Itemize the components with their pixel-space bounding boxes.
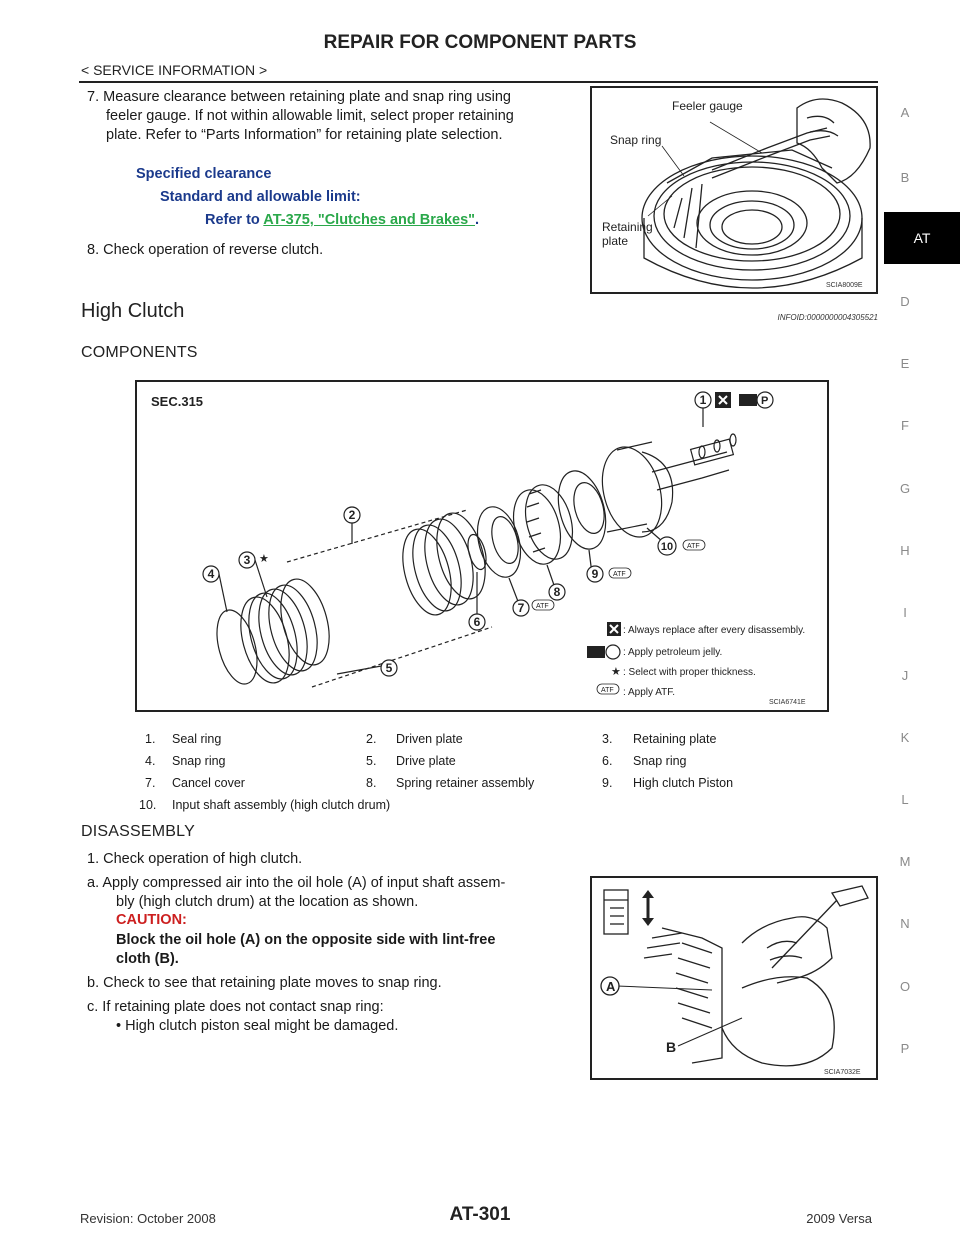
atf-tag-10: ATF <box>687 543 700 550</box>
note-replace: : Always replace after every disassembly. <box>623 625 806 636</box>
sec-number: SEC.315 <box>151 394 204 409</box>
side-index-d[interactable]: D <box>900 294 910 309</box>
legend-num: 10. <box>139 798 157 812</box>
legend-num: 1. <box>145 732 156 746</box>
petroleum-jelly-icon <box>739 394 757 406</box>
legend-text: Snap ring <box>172 754 226 768</box>
callout-4: 4 <box>207 567 215 581</box>
callout-5: 5 <box>385 661 393 675</box>
legend-text: Seal ring <box>172 732 222 746</box>
caution-line2: cloth (B). <box>116 951 179 967</box>
legend-row <box>135 798 829 820</box>
figure3-code: SCIA7032E <box>824 1069 861 1076</box>
legend-text: High clutch Piston <box>633 776 734 790</box>
callout-6: 6 <box>473 615 481 629</box>
side-index-j[interactable]: J <box>901 668 909 683</box>
section-title: High Clutch <box>81 300 185 322</box>
air-check-figure <box>590 876 878 1080</box>
feeler-gauge-illustration <box>592 88 876 292</box>
feeler-gauge-label: Feeler gauge <box>672 99 743 113</box>
note-star-icon: ★ <box>611 665 621 678</box>
legend-text: Drive plate <box>396 754 456 768</box>
high-clutch-exploded-view <box>137 382 827 710</box>
disassembly-c: c. If retaining plate does not contact snap ring: <box>87 999 384 1015</box>
legend-text: Spring retainer assembly <box>396 776 535 790</box>
retaining-label-1: Retaining <box>602 220 653 234</box>
retaining-label-2: plate <box>602 234 629 248</box>
callout-10: 10 <box>660 541 674 553</box>
legend-text: Driven plate <box>396 732 463 746</box>
step7-line2: feeler gauge. If not within allowable limit, select proper retaining <box>106 108 514 124</box>
side-index-b[interactable]: B <box>900 170 910 185</box>
parts-legend <box>135 732 829 820</box>
spec-refer-text: Refer to <box>205 212 260 228</box>
page-title: REPAIR FOR COMPONENT PARTS <box>323 32 637 53</box>
label-a: A <box>606 979 616 994</box>
disassembly-a-line1: a. Apply compressed air into the oil hole (A) of input shaft assem- <box>87 875 506 891</box>
legend-num: 8. <box>366 776 377 790</box>
footer-revision: Revision: October 2008 <box>80 1211 216 1226</box>
breadcrumb: < SERVICE INFORMATION > <box>81 62 268 78</box>
legend-num: 5. <box>366 754 377 768</box>
step7-line3: plate. Refer to “Parts Information” for retaining plate selection. <box>106 127 503 143</box>
side-index-a[interactable]: A <box>900 105 910 120</box>
legend-row <box>135 754 829 776</box>
note-atf: : Apply ATF. <box>623 687 676 698</box>
components-heading: COMPONENTS <box>81 344 198 361</box>
callout-8: 8 <box>553 585 561 599</box>
spec-title: Specified clearance <box>136 166 272 182</box>
note-p-circle <box>606 645 620 659</box>
star-icon: ★ <box>259 552 269 565</box>
legend-text: Cancel cover <box>172 776 245 790</box>
callout-1: 1 <box>699 393 707 407</box>
page-number: AT-301 <box>449 1204 511 1225</box>
petroleum-p-label: P <box>761 395 769 407</box>
figure1-code: SCIA8009E <box>826 282 863 289</box>
side-index-e[interactable]: E <box>900 356 910 371</box>
feeler-gauge-figure <box>590 86 878 294</box>
label-b: B <box>666 1039 677 1055</box>
legend-num: 4. <box>145 754 156 768</box>
spec-subtitle: Standard and allowable limit: <box>160 189 361 205</box>
clutches-brakes-link[interactable]: AT-375, "Clutches and Brakes" <box>263 212 476 228</box>
side-index-l[interactable]: L <box>901 792 909 807</box>
legend-text: Snap ring <box>633 754 687 768</box>
side-index-n[interactable]: N <box>900 916 910 931</box>
legend-num: 6. <box>602 754 613 768</box>
caution-line1: Block the oil hole (A) on the opposite side with lint-free <box>116 932 496 948</box>
note-jelly: : Apply petroleum jelly. <box>623 647 723 658</box>
side-index-at-active[interactable]: AT <box>884 212 960 264</box>
caution-label: CAUTION: <box>116 912 187 928</box>
callout-2: 2 <box>348 508 356 522</box>
header-rule <box>79 81 878 83</box>
side-index-k[interactable]: K <box>900 730 910 745</box>
legend-text: Input shaft assembly (high clutch drum) <box>172 798 391 812</box>
side-index-p[interactable]: P <box>900 1041 910 1056</box>
disassembly-a-line2: bly (high clutch drum) at the location as shown. <box>116 894 419 910</box>
callout-9: 9 <box>591 567 599 581</box>
legend-num: 2. <box>366 732 377 746</box>
callout-3: 3 <box>243 553 251 567</box>
components-figure <box>135 380 829 712</box>
spec-refer-end: . <box>475 212 480 228</box>
step7-line1: 7. Measure clearance between retaining plate and snap ring using <box>87 89 511 105</box>
figure2-code: SCIA6741E <box>769 699 806 706</box>
side-index-i[interactable]: I <box>903 605 907 620</box>
side-index-f[interactable]: F <box>901 418 909 433</box>
side-index-g[interactable]: G <box>899 481 911 496</box>
spec-refer <box>205 212 479 228</box>
step8: 8. Check operation of reverse clutch. <box>87 242 324 258</box>
atf-tag-9: ATF <box>613 571 626 578</box>
disassembly-step1: 1. Check operation of high clutch. <box>87 851 303 867</box>
note-thickness: : Select with proper thickness. <box>623 667 756 678</box>
note-atf-tag: ATF <box>601 687 614 694</box>
side-index-o[interactable]: O <box>899 979 911 994</box>
note-jelly-icon <box>587 646 605 658</box>
info-id: INFOID:0000000004305521 <box>777 313 878 322</box>
snap-ring-label: Snap ring <box>610 133 662 147</box>
legend-row <box>135 776 829 798</box>
legend-row <box>135 732 829 754</box>
disassembly-b: b. Check to see that retaining plate moves to snap ring. <box>87 975 442 991</box>
side-index-m[interactable]: M <box>899 854 911 869</box>
side-index-h[interactable]: H <box>900 543 910 558</box>
footer-model: 2009 Versa <box>806 1211 872 1226</box>
air-check-illustration <box>592 878 876 1078</box>
legend-num: 7. <box>145 776 156 790</box>
disassembly-heading: DISASSEMBLY <box>81 823 195 840</box>
disassembly-c-bullet: • High clutch piston seal might be damaged. <box>116 1018 399 1034</box>
legend-num: 9. <box>602 776 613 790</box>
atf-tag-7: ATF <box>536 603 549 610</box>
legend-num: 3. <box>602 732 613 746</box>
legend-text: Retaining plate <box>633 732 717 746</box>
callout-7: 7 <box>517 601 525 615</box>
